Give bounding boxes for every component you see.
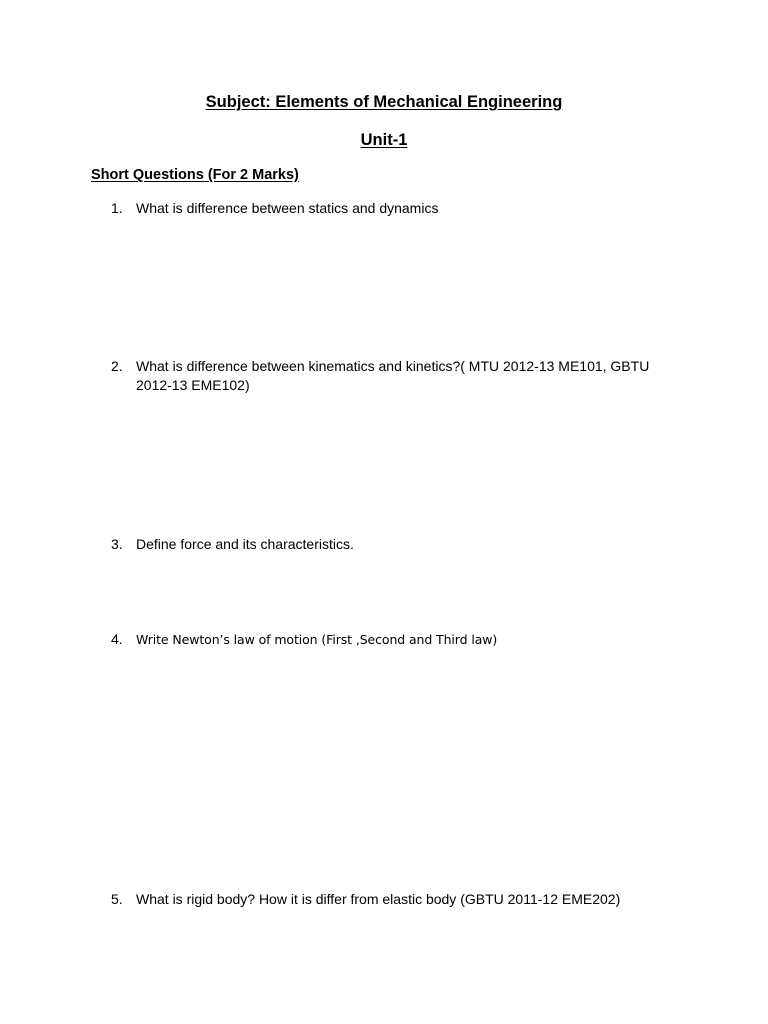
question-text: What is rigid body? How it is differ from elastic body (GBTU 2011-12 EME202) (136, 891, 621, 907)
question-item (111, 357, 671, 395)
question-text: Write Newton’s law of motion (First ,Second and Third law) (136, 632, 498, 647)
unit-title: Unit-1 (360, 131, 408, 149)
question-text: What is difference between statics and dynamics (136, 200, 439, 216)
question-item (111, 630, 671, 649)
question-item (111, 535, 671, 554)
question-number: 5. (111, 891, 123, 907)
question-text: What is difference between kinematics and kinetics?( MTU 2012-13 ME101, GBTU 2012-13 EME102) (136, 358, 650, 393)
subject-title: Subject: Elements of Mechanical Engineering (205, 93, 563, 111)
question-text: Define force and its characteristics. (136, 536, 354, 552)
question-item (111, 890, 671, 909)
question-number: 3. (111, 536, 123, 552)
question-number: 1. (111, 200, 123, 216)
question-number: 4. (111, 631, 123, 647)
question-item (111, 199, 671, 218)
question-number: 2. (111, 358, 123, 374)
section-heading: Short Questions (For 2 Marks) (91, 167, 299, 183)
